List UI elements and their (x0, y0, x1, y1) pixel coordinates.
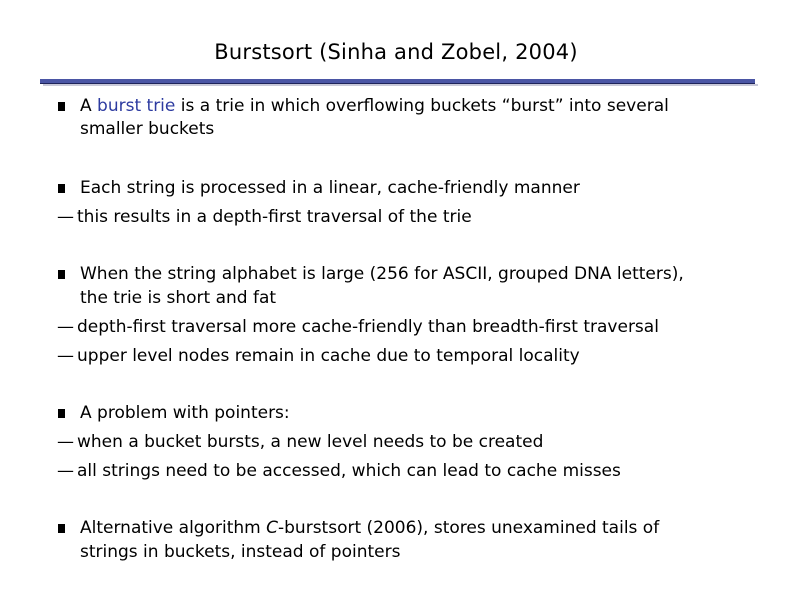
bullet-line: smaller buckets (80, 119, 215, 139)
sub-bullet (57, 460, 621, 483)
bullet-marker (58, 409, 65, 418)
sub-bullet-text: this results in a depth-first traversal of the trie (77, 207, 472, 227)
bullet-line: A problem with pointers: (80, 403, 290, 423)
sub-bullet (57, 431, 543, 454)
bullet-line (80, 517, 760, 540)
bullet-marker (58, 270, 65, 279)
sub-bullet-text: depth-first traversal more cache-friendly than breadth-first traversal (77, 317, 659, 337)
bullet-line: the trie is short and fat (80, 288, 277, 308)
bullet-marker (58, 102, 65, 111)
bullet-text: Alternative algorithm (80, 518, 267, 538)
bullet-text: is a trie in which overflowing buckets “burst” into several (175, 96, 669, 116)
bullet-line: strings in buckets, instead of pointers (80, 542, 401, 562)
title-divider-shadow (43, 84, 758, 86)
bullet-text: A (80, 96, 98, 116)
sub-bullet-text: upper level nodes remain in cache due to temporal locality (77, 346, 580, 366)
dash-marker: — (57, 461, 74, 481)
bullet-line: When the string alphabet is large (256 for ASCII, grouped DNA letters), (80, 264, 684, 284)
italic-c: C (266, 518, 278, 538)
bullet-text: -burstsort (2006), stores unexamined tails of (278, 518, 660, 538)
dash-marker: — (57, 317, 74, 337)
sub-bullet-text: all strings need to be accessed, which can lead to cache misses (77, 461, 621, 481)
highlight-burst-trie: burst trie (97, 96, 176, 116)
bullet-marker (58, 524, 65, 533)
dash-marker: — (57, 207, 74, 227)
dash-marker: — (57, 432, 74, 452)
bullet-line (80, 95, 760, 118)
sub-bullet-text: when a bucket bursts, a new level needs to be created (77, 432, 544, 452)
sub-bullet (57, 206, 472, 229)
sub-bullet (57, 345, 580, 368)
bullet-marker (58, 184, 65, 193)
bullet-line: Each string is processed in a linear, cache-friendly manner (80, 178, 580, 198)
sub-bullet (57, 316, 659, 339)
dash-marker: — (57, 346, 74, 366)
slide-title: Burstsort (Sinha and Zobel, 2004) (214, 40, 578, 64)
